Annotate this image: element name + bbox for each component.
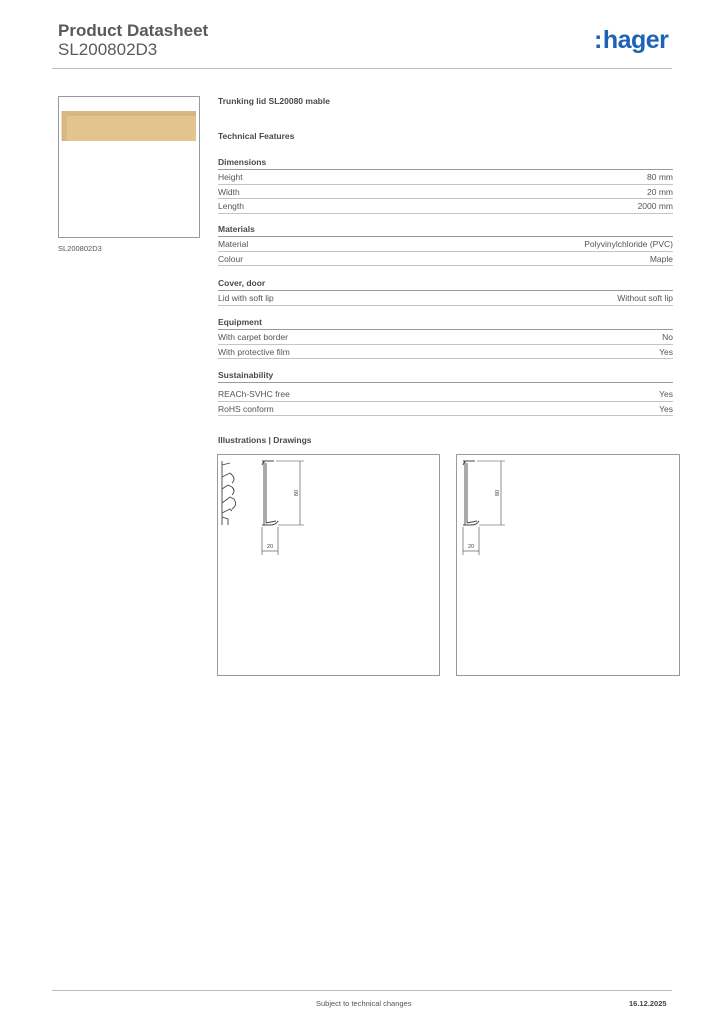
spec-row [218, 345, 673, 360]
spec-label: With carpet border [218, 332, 288, 342]
spec-value: No [662, 332, 673, 342]
spec-row [218, 185, 673, 200]
section-title: Sustainability [218, 369, 673, 383]
technical-drawing-2 [456, 454, 680, 676]
section-equipment [218, 316, 673, 359]
spec-label: RoHS conform [218, 403, 274, 414]
spec-label: Lid with soft lip [218, 293, 274, 303]
section-dimensions [218, 156, 673, 214]
section-materials [218, 223, 673, 266]
section-cover-door [218, 277, 673, 306]
spec-label: REACh-SVHC free [218, 389, 290, 399]
spec-value: Polyvinylchloride (PVC) [584, 239, 673, 249]
section-title: Materials [218, 223, 673, 237]
image-caption: SL200802D3 [58, 244, 102, 253]
spec-row [218, 402, 673, 417]
spec-row [218, 252, 673, 267]
footer-note: Subject to technical changes [316, 999, 412, 1008]
brand-logo [594, 28, 668, 53]
spec-label: Width [218, 186, 240, 197]
spec-row [218, 199, 673, 214]
spec-label: Colour [218, 253, 244, 264]
spec-value: Without soft lip [617, 293, 673, 303]
spec-value: Yes [659, 403, 673, 414]
spec-value: Yes [659, 389, 673, 399]
logo-dots-icon: : [594, 26, 602, 54]
height-dimension-label: 80 [294, 489, 300, 497]
spec-label: Height [218, 172, 243, 182]
page-title: Product Datasheet [58, 21, 209, 40]
spec-value: Yes [659, 346, 673, 357]
product-image [58, 96, 200, 238]
footer-divider [52, 990, 672, 991]
spec-row [218, 387, 673, 402]
spec-row [218, 330, 673, 345]
width-dimension-label: 20 [467, 544, 475, 550]
illustrations-heading: Illustrations | Drawings [218, 435, 312, 445]
width-dimension-label: 20 [266, 544, 274, 550]
spec-label: Length [218, 201, 244, 212]
profile-drawing [218, 455, 439, 675]
section-title: Equipment [218, 316, 673, 330]
spec-label: With protective film [218, 346, 290, 357]
section-sustainability [218, 369, 673, 416]
header-divider [52, 68, 672, 69]
trunking-lid-image [59, 97, 199, 237]
spec-value: 80 mm [647, 172, 673, 182]
footer-date: 16.12.2025 [629, 999, 667, 1008]
product-code: SL200802D3 [58, 40, 158, 59]
profile-drawing [457, 455, 679, 675]
spec-row [218, 170, 673, 185]
logo-text: hager [602, 26, 669, 54]
spec-row [218, 237, 673, 252]
spec-value: Maple [649, 253, 673, 264]
technical-features-heading: Technical Features [218, 131, 295, 141]
section-title: Cover, door [218, 277, 673, 291]
technical-drawing-1 [217, 454, 440, 676]
height-dimension-label: 80 [495, 489, 501, 497]
product-name: Trunking lid SL20080 mable [218, 96, 330, 106]
spec-label: Material [218, 239, 249, 249]
spec-value: 20 mm [647, 186, 673, 197]
spec-row [218, 291, 673, 306]
spec-value: 2000 mm [637, 201, 673, 212]
section-title: Dimensions [218, 156, 673, 170]
